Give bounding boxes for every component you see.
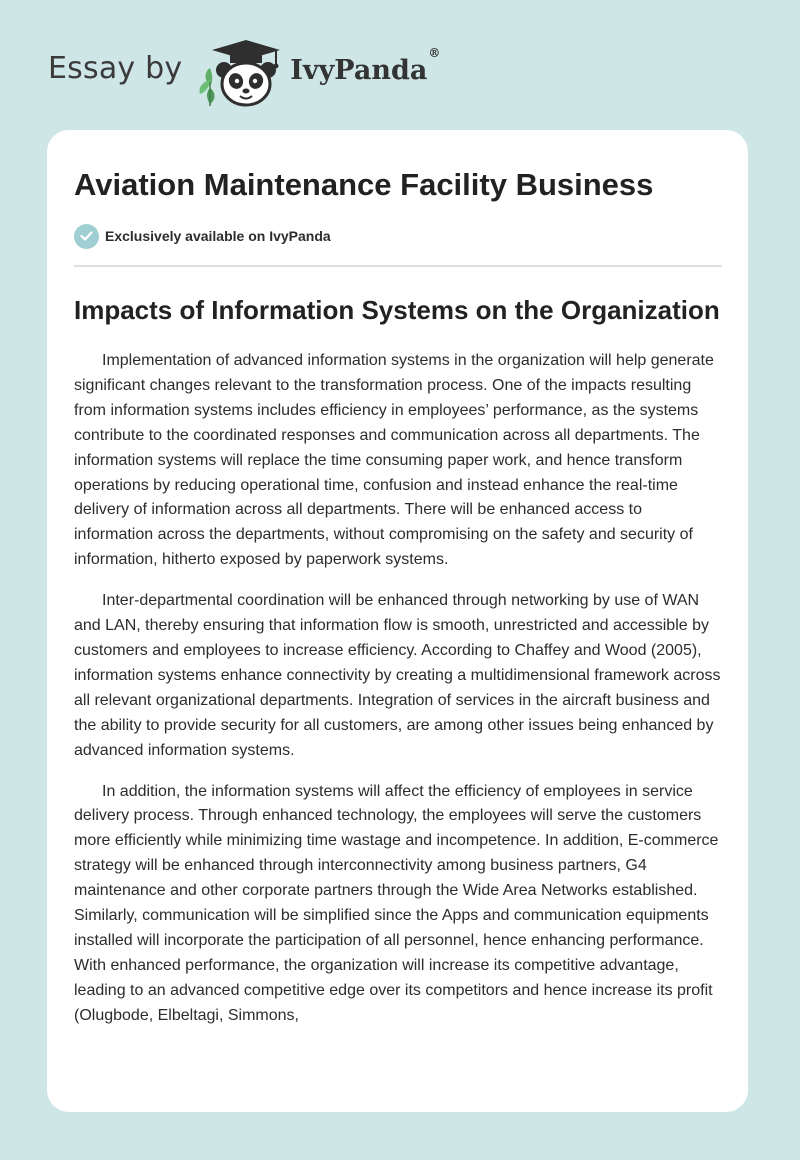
exclusive-badge bbox=[74, 223, 722, 249]
paragraph: Implementation of advanced information systems in the organization will help generate significant changes relevant to the transformation process. One of the impacts resulting from information systems includes efficiency in employees’ performance, as the systems contribute to the coordinated responses and communication across all departments. The information systems will replace the time consuming paper work, and hence transform operations by reducing operational time, confusion and instead enhance the real-time delivery of information across all departments. There will be enhanced access to information across the departments, without compromising on the safety and security of information, hitherto exposed by paperwork systems. bbox=[74, 352, 714, 569]
brand-name[interactable] bbox=[290, 45, 441, 86]
check-circle-icon bbox=[74, 224, 99, 249]
page-title: Aviation Maintenance Facility Business bbox=[74, 167, 654, 202]
checkmark-icon bbox=[80, 231, 93, 241]
ivypanda-logo-icon[interactable] bbox=[196, 36, 288, 108]
site-header bbox=[48, 36, 440, 108]
essay-by-label: Essay by bbox=[48, 50, 183, 86]
brand-name-text: IvyPanda bbox=[290, 54, 428, 86]
essay-card bbox=[47, 130, 748, 1112]
paragraph: In addition, the information systems will affect the efficiency of employees in service delivery process. Through enhanced technology, the employees will serve the customers more efficiently while minimizing time wastage and incompetence. In addition, E-commerce strategy will be enhanced through interconnectivity among business partners, G4 maintenance and other corporate partners through the Wide Area Networks established. Similarly, communication will be simplified since the Apps and communication equipments installed will incorporate the participation of all personnel, hence enhancing performance. With enhanced performance, the organization will increase its competitive advantage, leading to an advanced competitive edge over its competitors and hence increase its profit (Olugbode, Elbeltagi, Simmons, bbox=[74, 782, 719, 1024]
divider bbox=[74, 265, 722, 267]
paragraph: Inter-departmental coordination will be enhanced through networking by use of WAN and LAN, thereby ensuring that information flow is smooth, unrestricted and accessible by customers and employees to increase efficiency. According to Chaffey and Wood (2005), information systems enhance connectivity by creating a multidimensional framework across all relevant organizational departments. Integration of services in the aircraft business and the ability to provide security for all customers, are among other issues being enhanced by advanced information systems. bbox=[74, 592, 721, 759]
essay-card-content bbox=[47, 130, 748, 1029]
registered-mark: ® bbox=[428, 45, 441, 60]
section-heading: Impacts of Information Systems on the Organization bbox=[74, 295, 720, 325]
exclusive-badge-label: Exclusively available on IvyPanda bbox=[105, 228, 331, 244]
